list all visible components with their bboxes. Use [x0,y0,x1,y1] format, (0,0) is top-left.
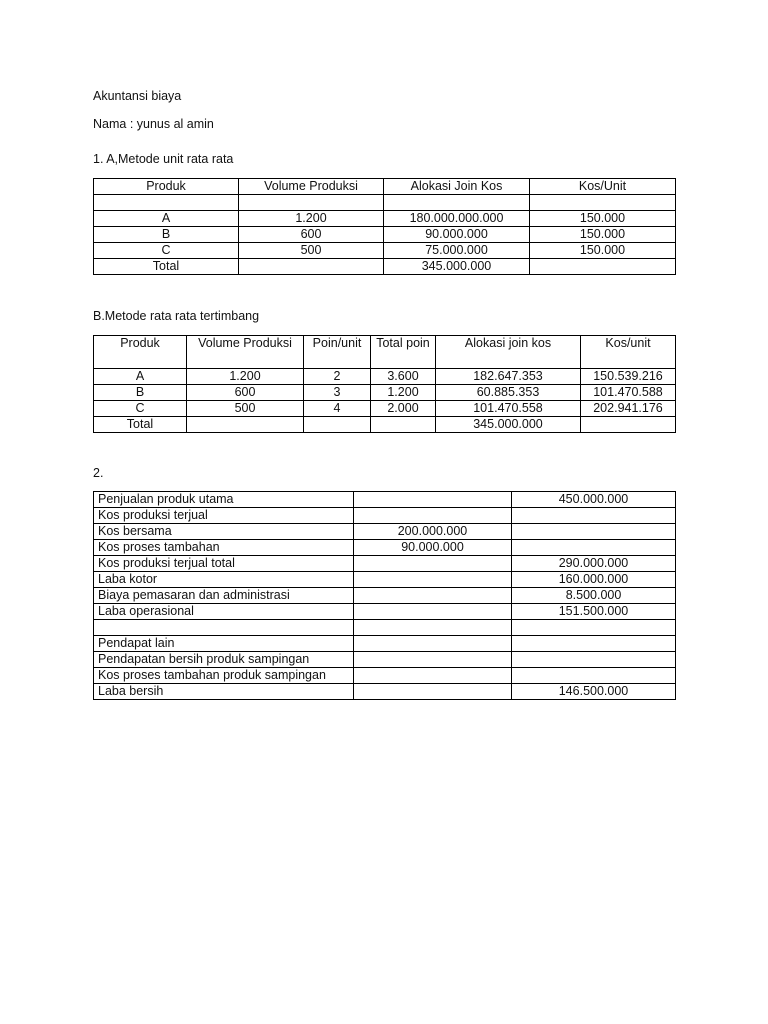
column-header: Kos/Unit [530,179,676,195]
line-item-subtotal [354,668,512,684]
table-cell: 1.200 [371,385,436,401]
table-cell: 150.539.216 [581,369,676,385]
line-item-amount: 290.000.000 [512,556,676,572]
line-item-subtotal [354,604,512,620]
table-cell: 60.885.353 [436,385,581,401]
income-statement-body [94,492,676,700]
table-cell: C [94,243,239,259]
table-cell: 150.000 [530,243,676,259]
section1b-heading: B.Metode rata rata tertimbang [93,309,260,323]
table-cell: C [94,401,187,417]
income-row [94,524,676,540]
section1-heading: 1. A,Metode unit rata rata [93,152,234,166]
table-cell: 182.647.353 [436,369,581,385]
table-cell: 75.000.000 [384,243,530,259]
line-item-amount [512,636,676,652]
section2-heading: 2. [93,466,104,480]
table-cell: 101.470.558 [436,401,581,417]
line-item-label: Kos bersama [94,524,354,540]
total-label: Total [94,259,239,275]
line-item-amount [512,668,676,684]
table-cell: 600 [239,227,384,243]
line-item-label: Laba kotor [94,572,354,588]
table-cell: 500 [239,243,384,259]
income-row [94,684,676,700]
line-item-subtotal: 200.000.000 [354,524,512,540]
table-cell: 2.000 [371,401,436,417]
income-row [94,636,676,652]
line-item-amount [512,540,676,556]
student-name-line: Nama : yunus al amin [93,117,214,131]
line-item-label: Biaya pemasaran dan administrasi [94,588,354,604]
empty-row [94,195,676,211]
table-cell: 1.200 [239,211,384,227]
weighted-average-table [93,335,676,433]
line-item-label [94,620,354,636]
table-cell: 90.000.000 [384,227,530,243]
column-header: Kos/unit [581,336,676,369]
line-item-label: Kos produksi terjual total [94,556,354,572]
total-row [94,259,676,275]
line-item-amount: 8.500.000 [512,588,676,604]
line-item-subtotal: 90.000.000 [354,540,512,556]
column-header: Produk [94,336,187,369]
line-item-amount: 450.000.000 [512,492,676,508]
line-item-subtotal [354,636,512,652]
line-item-label: Pendapat lain [94,636,354,652]
income-row [94,620,676,636]
line-item-subtotal [354,652,512,668]
total-label: Total [94,417,187,433]
income-row [94,492,676,508]
line-item-label: Kos produksi terjual [94,508,354,524]
income-row [94,668,676,684]
line-item-label: Kos proses tambahan [94,540,354,556]
table-row [94,401,676,417]
income-row [94,508,676,524]
line-item-amount [512,508,676,524]
income-row [94,540,676,556]
table-cell: 4 [304,401,371,417]
table-cell: 600 [187,385,304,401]
income-statement-table [93,491,676,700]
line-item-subtotal [354,556,512,572]
column-header: Alokasi join kos [436,336,581,369]
table-row [94,385,676,401]
line-item-subtotal [354,508,512,524]
income-row [94,588,676,604]
table-row [94,227,676,243]
document-title: Akuntansi biaya [93,89,182,103]
line-item-amount [512,620,676,636]
table-header-row [94,179,676,195]
line-item-subtotal [354,572,512,588]
column-header: Produk [94,179,239,195]
table-cell: 101.470.588 [581,385,676,401]
income-row [94,652,676,668]
line-item-label: Laba operasional [94,604,354,620]
table-cell: A [94,369,187,385]
table-cell: 150.000 [530,227,676,243]
table-cell: 202.941.176 [581,401,676,417]
table-cell: A [94,211,239,227]
table-cell: B [94,385,187,401]
line-item-subtotal [354,588,512,604]
line-item-amount: 160.000.000 [512,572,676,588]
table-cell: B [94,227,239,243]
line-item-label: Kos proses tambahan produk sampingan [94,668,354,684]
total-row [94,417,676,433]
line-item-amount [512,652,676,668]
column-header: Volume Produksi [187,336,304,369]
line-item-subtotal [354,684,512,700]
line-item-amount: 151.500.000 [512,604,676,620]
line-item-label: Penjualan produk utama [94,492,354,508]
table-cell: 180.000.000.000 [384,211,530,227]
unit-average-table [93,178,676,275]
income-row [94,604,676,620]
column-header: Poin/unit [304,336,371,369]
table-row [94,243,676,259]
table-cell: 2 [304,369,371,385]
column-header: Volume Produksi [239,179,384,195]
column-header: Alokasi Join Kos [384,179,530,195]
table-cell: 150.000 [530,211,676,227]
total-value: 345.000.000 [436,417,581,433]
table-cell: 500 [187,401,304,417]
line-item-amount: 146.500.000 [512,684,676,700]
line-item-label: Pendapatan bersih produk sampingan [94,652,354,668]
line-item-amount [512,524,676,540]
line-item-label: Laba bersih [94,684,354,700]
table-row [94,369,676,385]
income-row [94,572,676,588]
line-item-subtotal [354,492,512,508]
table-cell: 1.200 [187,369,304,385]
table-header-row [94,336,676,369]
line-item-subtotal [354,620,512,636]
income-row [94,556,676,572]
table-row [94,211,676,227]
table-cell: 3.600 [371,369,436,385]
total-value: 345.000.000 [384,259,530,275]
table-cell: 3 [304,385,371,401]
column-header: Total poin [371,336,436,369]
